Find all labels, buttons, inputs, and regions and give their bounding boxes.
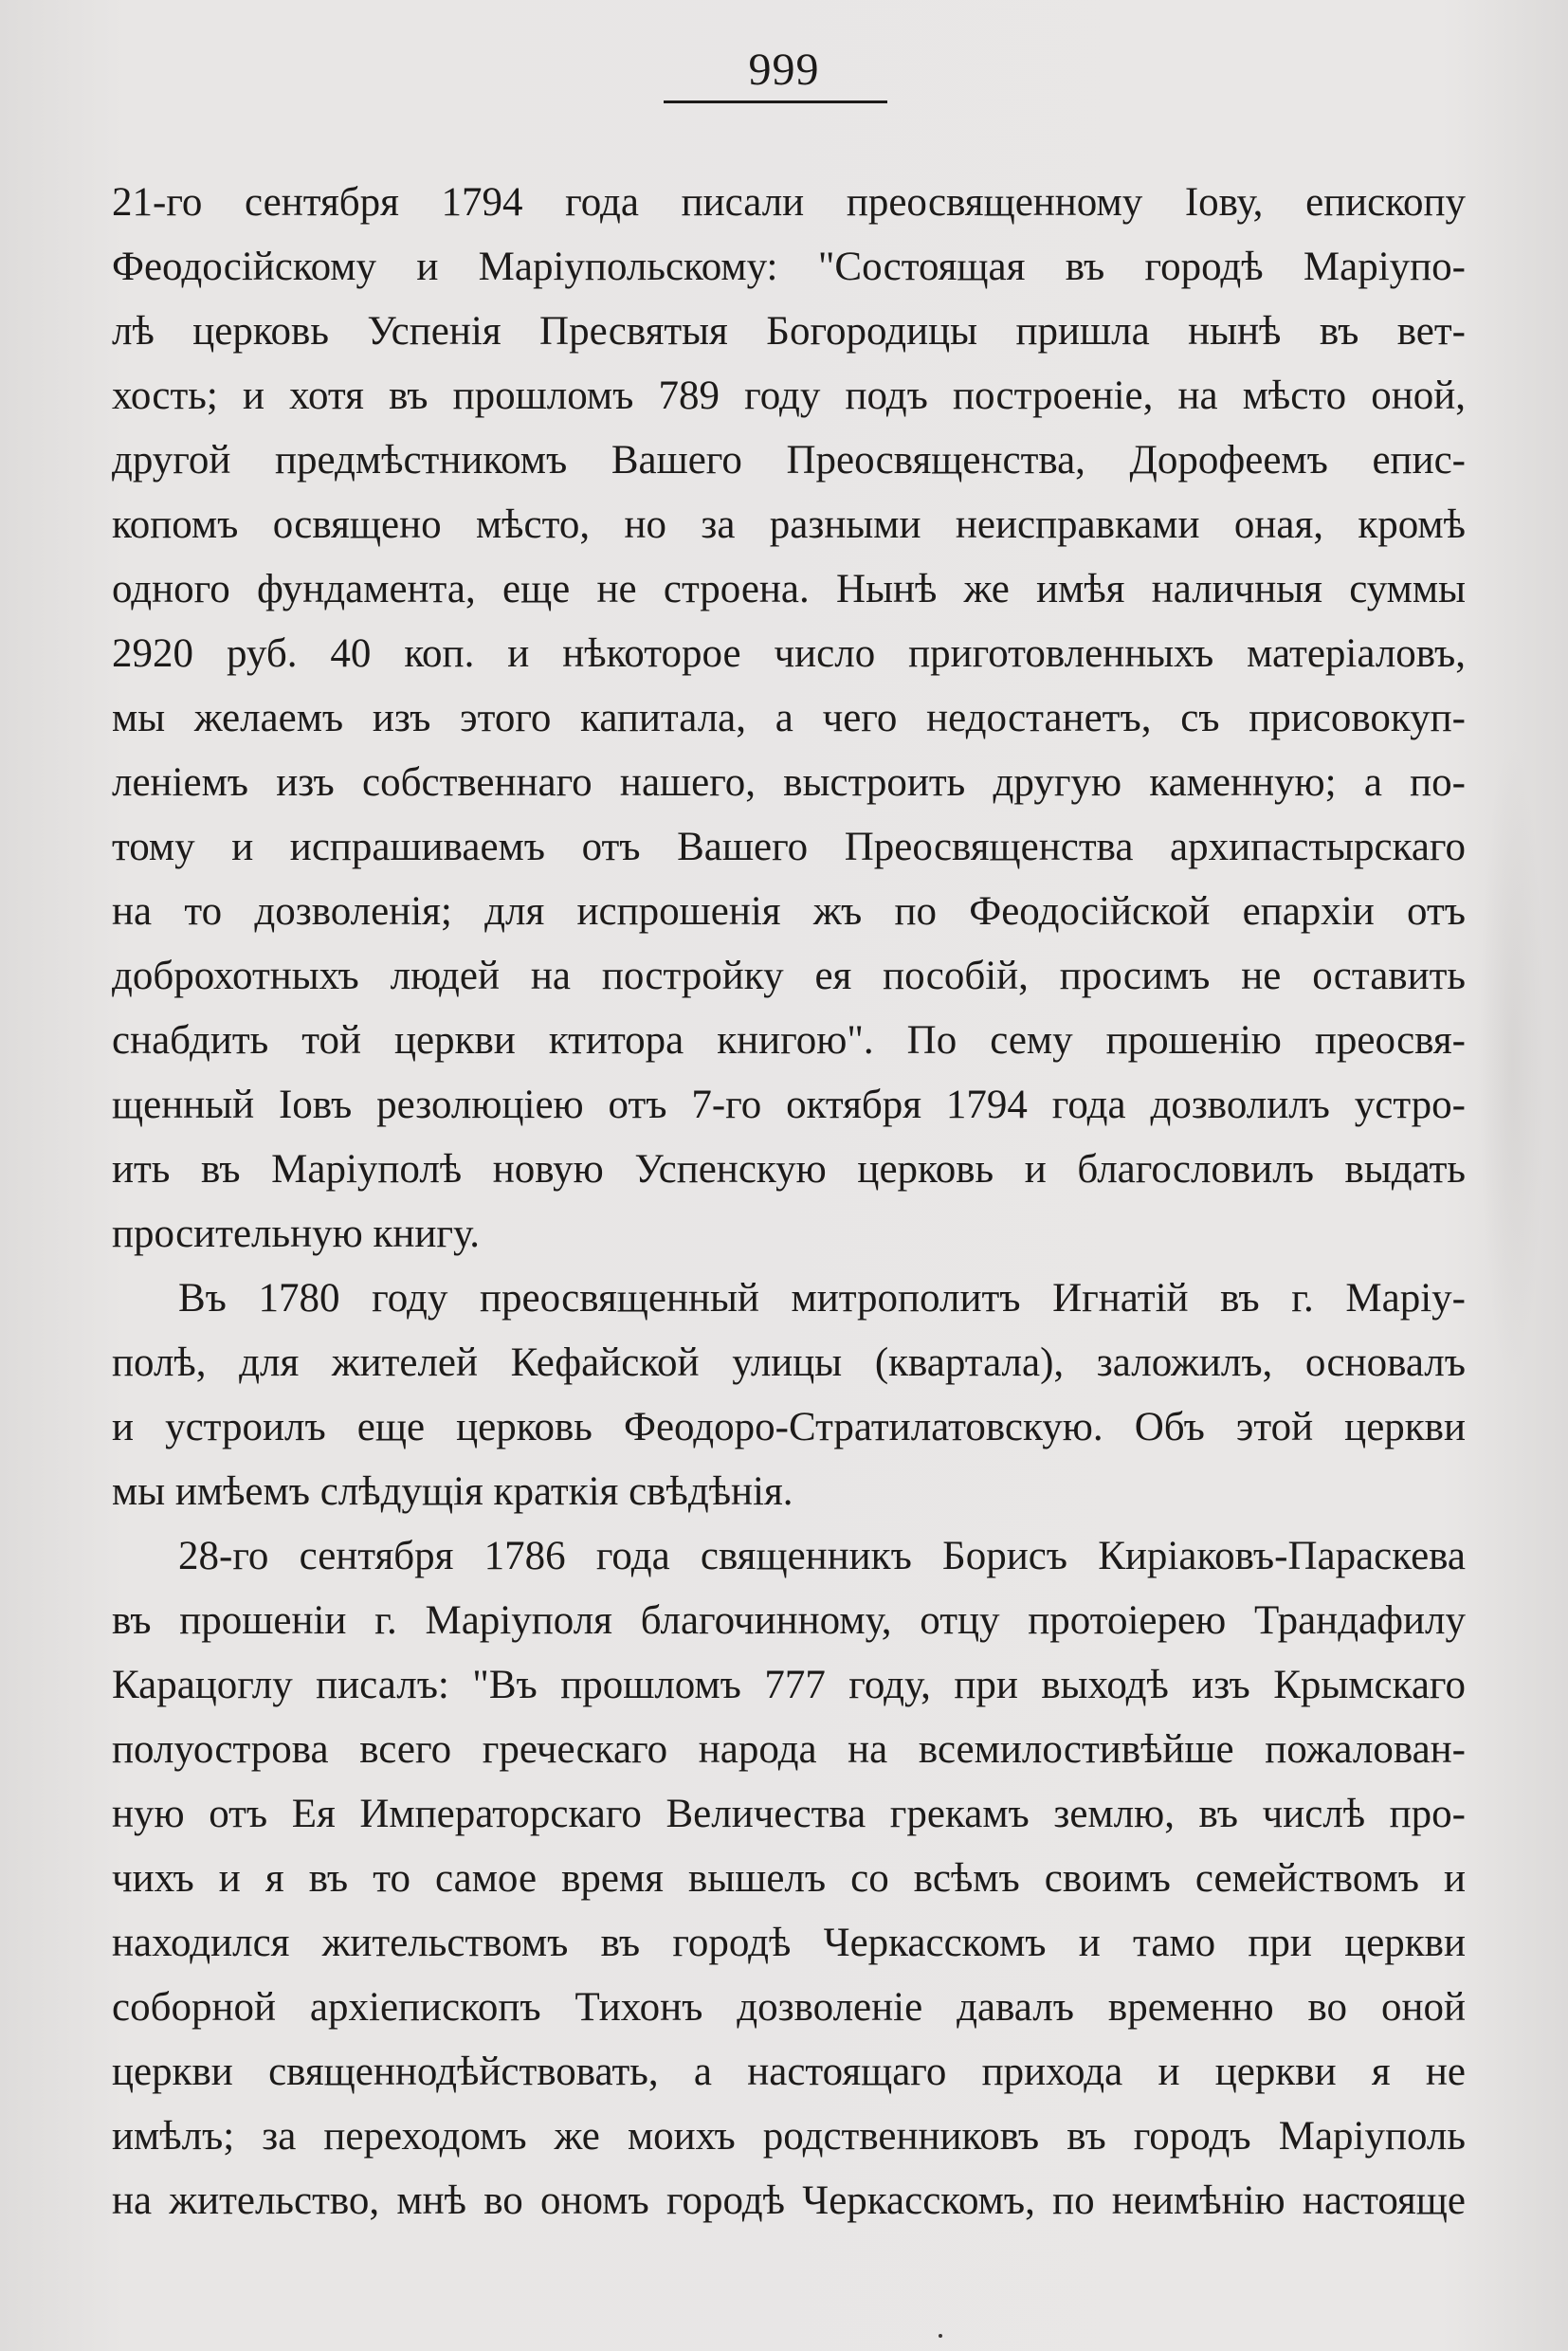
- body-text: [112, 171, 1466, 2233]
- bleed-through-shadow: [1479, 739, 1545, 1384]
- text-line: полуострова всего греческаго народа на всемилостивѣйше пожалован-: [112, 1727, 1466, 1772]
- text-line: чихъ и я въ то самое время вышелъ со всѣмъ своимъ семействомъ и: [112, 1856, 1466, 1901]
- text-line: Въ 1780 году преосвященный митрополитъ Игнатій въ г. Маріу-: [178, 1276, 1466, 1321]
- text-line: Феодосійскому и Маріупольскому: "Состоящая въ городѣ Маріупо-: [112, 245, 1466, 289]
- text-line: 2920 руб. 40 коп. и нѣкоторое число приготовленныхъ матеріаловъ,: [112, 631, 1466, 676]
- text-line: въ прошеніи г. Маріуполя благочинному, отцу протоіерею Трандафилу: [112, 1598, 1466, 1643]
- text-line: хость; и хотя въ прошломъ 789 году подъ построеніе, на мѣсто оной,: [112, 374, 1466, 418]
- text-line: щенный Іовъ резолюціею отъ 7-го октября 1794 года дозволилъ устро-: [112, 1083, 1466, 1127]
- text-line: просительную книгу.: [112, 1212, 481, 1256]
- text-line: Карацоглу писалъ: "Въ прошломъ 777 году, при выходѣ изъ Крымскаго: [112, 1663, 1466, 1707]
- text-line: на жительство, мнѣ во ономъ городѣ Черкасскомъ, по неимѣнію настояще: [112, 2178, 1466, 2223]
- text-line: 28-го сентября 1786 года священникъ Борисъ Киріаковъ-Параскева: [178, 1534, 1466, 1578]
- text-line: церкви священнодѣйствовать, а настоящаго прихода и церкви я не: [112, 2050, 1466, 2094]
- text-line: мы желаемъ изъ этого капитала, а чего недостанетъ, съ присовокуп-: [112, 696, 1466, 740]
- text-line: одного фундамента, еще не строена. Нынѣ же имѣя наличныя суммы: [112, 567, 1466, 611]
- text-line: снабдить той церкви ктитора книгою". По сему прошенію преосвя-: [112, 1018, 1466, 1063]
- text-line: тому и испрашиваемъ отъ Вашего Преосвященства архипастырскаго: [112, 825, 1466, 869]
- text-line: мы имѣемъ слѣдущія краткія свѣдѣнія.: [112, 1469, 793, 1514]
- text-line: имѣлъ; за переходомъ же моихъ родственниковъ въ городъ Маріуполь: [112, 2114, 1466, 2159]
- text-line: копомъ освящено мѣсто, но за разными неисправками оная, кромѣ: [112, 502, 1466, 547]
- text-line: 21-го сентября 1794 года писали преосвященному Іову, епископу: [112, 180, 1466, 225]
- text-line: ить въ Маріуполѣ новую Успенскую церковь и благословилъ выдать: [112, 1147, 1466, 1192]
- text-line: полѣ, для жителей Кефайской улицы (квартала), заложилъ, основалъ: [112, 1340, 1466, 1385]
- text-line: другой предмѣстникомъ Вашего Преосвященства, Дорофеемъ епис-: [112, 438, 1466, 483]
- text-line: ную отъ Ея Императорскаго Величества грекамъ землю, въ числѣ про-: [112, 1792, 1466, 1836]
- text-line: находился жительствомъ въ городѣ Черкасскомъ и тамо при церкви: [112, 1921, 1466, 1965]
- text-line: и устроилъ еще церковь Феодоро-Стратилатовскую. Объ этой церкви: [112, 1405, 1466, 1449]
- text-line: доброхотныхъ людей на постройку ея пособій, просимъ не оставить: [112, 954, 1466, 998]
- page-number-rule: [664, 100, 887, 103]
- page-number: 999: [748, 45, 820, 95]
- text-line: лѣ церковь Успенія Пресвятыя Богородицы пришла нынѣ въ вет-: [112, 309, 1466, 354]
- print-speck: [939, 2334, 942, 2338]
- text-line: на то дозволенія; для испрошенія жъ по Феодосійской епархіи отъ: [112, 889, 1466, 934]
- text-line: соборной архіепископъ Тихонъ дозволеніе давалъ временно во оной: [112, 1985, 1466, 2030]
- text-line: леніемъ изъ собственнаго нашего, выстроить другую каменную; а по-: [112, 760, 1466, 805]
